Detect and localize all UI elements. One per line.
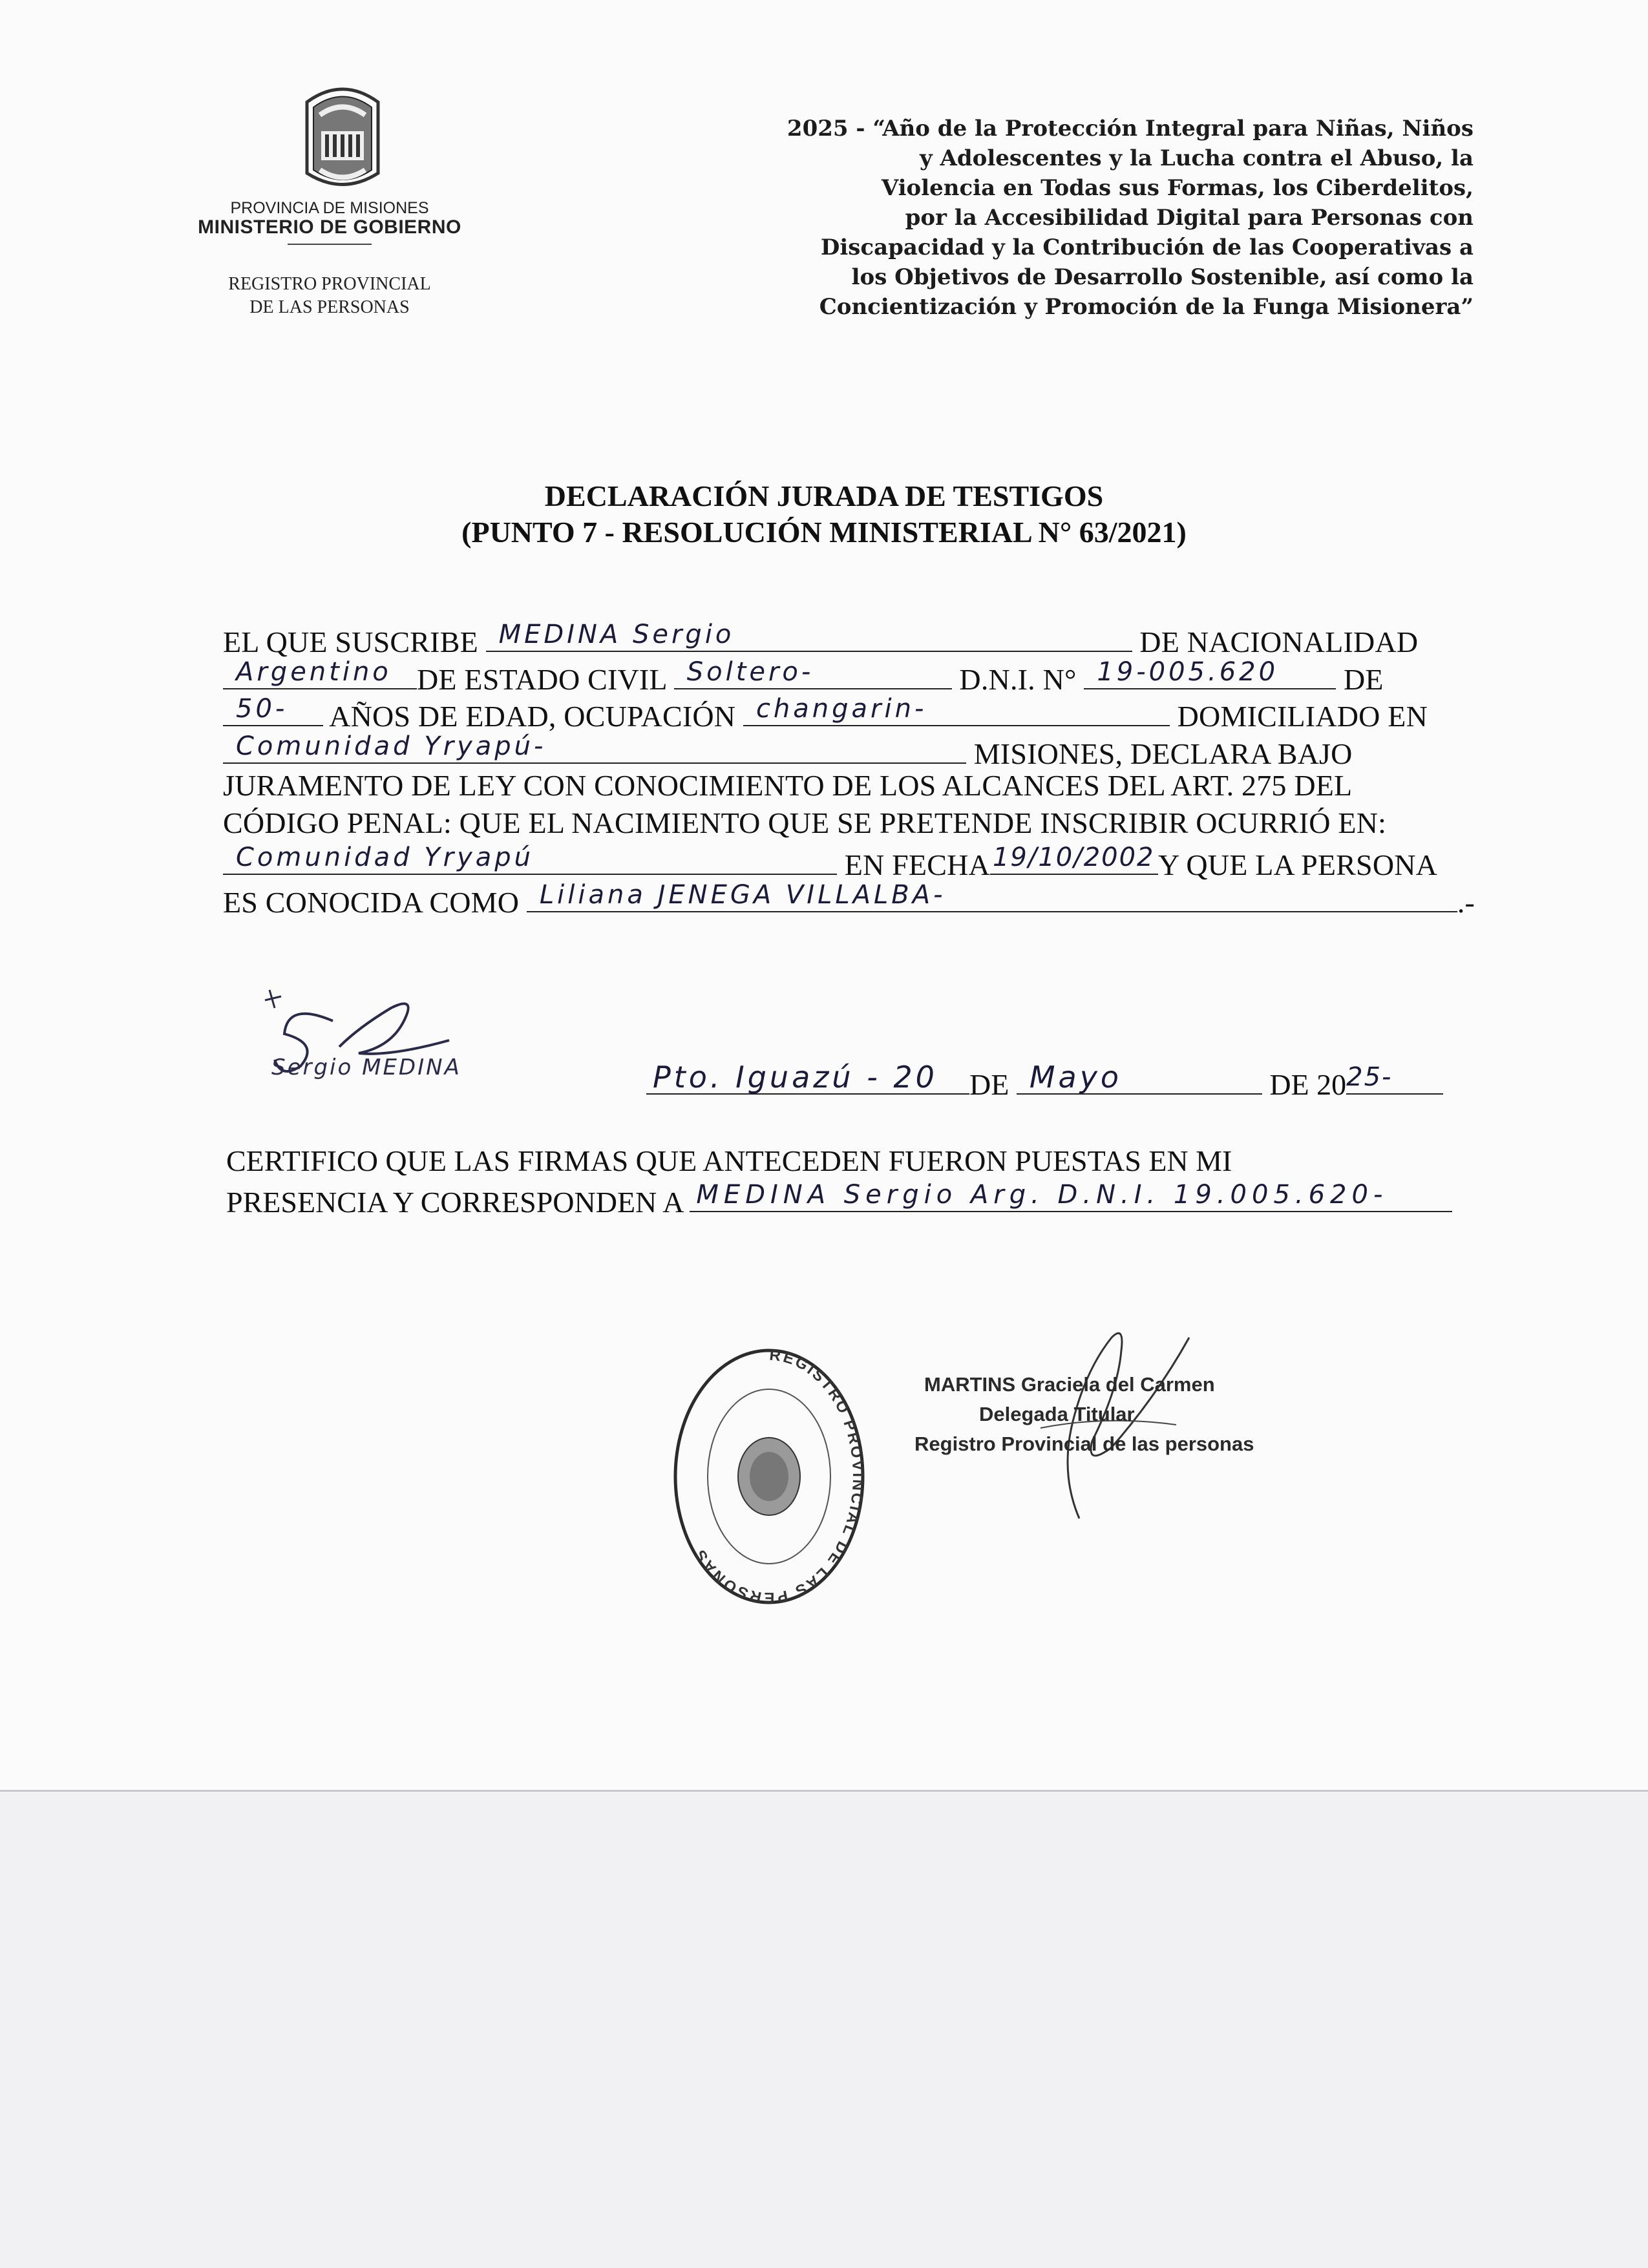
ministry-name: MINISTERIO DE GOBIERNO (198, 216, 461, 238)
label-estado-civil: DE ESTADO CIVIL (417, 662, 667, 696)
witness-signature (262, 982, 585, 1098)
field-estado-civil[interactable]: Soltero- (674, 656, 952, 689)
form-line-3 (223, 693, 1483, 733)
field-ocupacion[interactable]: changarin- (743, 693, 1170, 726)
form-line-1 (223, 618, 1483, 656)
official-role: Delegada Titular (979, 1403, 1135, 1425)
slogan-line: Concientización y Promoción de la Funga Misionera” (819, 294, 1474, 320)
label-nacionalidad: DE NACIONALIDAD (1139, 625, 1419, 658)
registry-line-1: REGISTRO PROVINCIAL (228, 274, 431, 294)
label-dni: D.N.I. N° (959, 662, 1077, 696)
certification-line-2 (226, 1179, 1486, 1220)
form-line-7 (223, 841, 1483, 879)
label-persona: Y QUE LA PERSONA (1157, 848, 1438, 881)
label-end: .- (1457, 885, 1475, 919)
registry-line-2: DE LAS PERSONAS (249, 297, 410, 317)
field-mes[interactable]: Mayo (1017, 1061, 1262, 1095)
scan-background (0, 1793, 1648, 2268)
field-conocida-como[interactable]: Liliana JENEGA VILLALBA- (527, 879, 1457, 912)
field-lugar-fecha[interactable]: Pto. Iguazú - 20 (646, 1061, 969, 1095)
slogan-line: Violencia en Todas sus Formas, los Ciberdelitos, (881, 175, 1474, 201)
form-line-5: JURAMENTO DE LEY CON CONOCIMIENTO DE LOS ALCANCES DEL ART. 275 DEL (223, 769, 1353, 802)
label-misiones: MISIONES, DECLARA BAJO (973, 737, 1353, 770)
slogan-line: y Adolescentes y la Lucha contra el Abuso, la (919, 145, 1474, 171)
form-line-2 (223, 656, 1483, 696)
field-dni[interactable]: 19-005.620 (1084, 656, 1336, 689)
slogan-line: 2025 - “Año de la Protección Integral para Niñas, Niños (787, 116, 1474, 142)
field-firmante[interactable]: MEDINA Sergio Arg. D.N.I. 19.005.620- (690, 1179, 1452, 1212)
field-nombre[interactable]: MEDINA Sergio (486, 618, 1132, 652)
label-en-fecha: EN FECHA (844, 848, 990, 881)
registry-name (194, 273, 465, 319)
witness-signature-name: Sergio MEDINA (271, 1055, 461, 1080)
field-fecha-nacimiento[interactable]: 19/10/2002 (990, 841, 1158, 875)
title-line-2: (PUNTO 7 - RESOLUCIÓN MINISTERIAL N° 63/2021) (461, 516, 1187, 549)
label-de-anio: DE 20 (1269, 1068, 1347, 1101)
field-domicilio[interactable]: Comunidad Yryapú- (223, 730, 966, 764)
place-date-line (646, 1061, 1525, 1102)
label-de-mes: DE (969, 1068, 1009, 1101)
field-edad[interactable]: 50- (223, 693, 323, 726)
slogan-line: los Objetivos de Desarrollo Sostenible, así como la (851, 264, 1474, 290)
field-nacionalidad[interactable]: Argentino (223, 656, 417, 689)
field-anio[interactable]: 25- (1346, 1061, 1443, 1095)
label-suscribe: EL QUE SUSCRIBE (223, 625, 478, 658)
declaration-form (223, 618, 1483, 919)
stamp-outer-text: REGISTRO PROVINCIAL DE LAS PERSONAS (690, 1346, 867, 1607)
official-office: Registro Provincial de las personas (914, 1433, 1254, 1455)
official-round-stamp (666, 1341, 872, 1612)
form-line-4 (223, 730, 1483, 768)
label-edad-ocupacion: AÑOS DE EDAD, OCUPACIÓN (329, 700, 736, 733)
label-conocida: ES CONOCIDA COMO (223, 885, 520, 919)
title-line-1: DECLARACIÓN JURADA DE TESTIGOS (544, 479, 1104, 512)
certification-block (226, 1144, 1486, 1220)
year-slogan (672, 114, 1474, 322)
form-line-6: CÓDIGO PENAL: QUE EL NACIMIENTO QUE SE PRETENDE INSCRIBIR OCURRIÓ EN: (223, 806, 1387, 839)
official-name: MARTINS Graciela del Carmen (924, 1373, 1215, 1396)
slogan-line: Discapacidad y la Contribución de las Cooperativas a (820, 235, 1474, 260)
header-divider (288, 244, 372, 245)
slogan-line: por la Accesibilidad Digital para Personas con (905, 205, 1474, 231)
certification-line-1: CERTIFICO QUE LAS FIRMAS QUE ANTECEDEN FUERON PUESTAS EN MI (226, 1144, 1232, 1177)
official-stamp-text (914, 1370, 1254, 1459)
document-title (0, 478, 1648, 551)
form-line-8 (223, 879, 1483, 919)
province-coat-of-arms-logo (294, 76, 391, 199)
field-lugar-nacimiento[interactable]: Comunidad Yryapú (223, 841, 837, 875)
province-name: PROVINCIA DE MISIONES (230, 199, 429, 217)
label-domiciliado: DOMICILIADO EN (1177, 700, 1428, 733)
label-de: DE (1344, 662, 1384, 696)
label-corresponden: PRESENCIA Y CORRESPONDEN A (226, 1186, 682, 1219)
